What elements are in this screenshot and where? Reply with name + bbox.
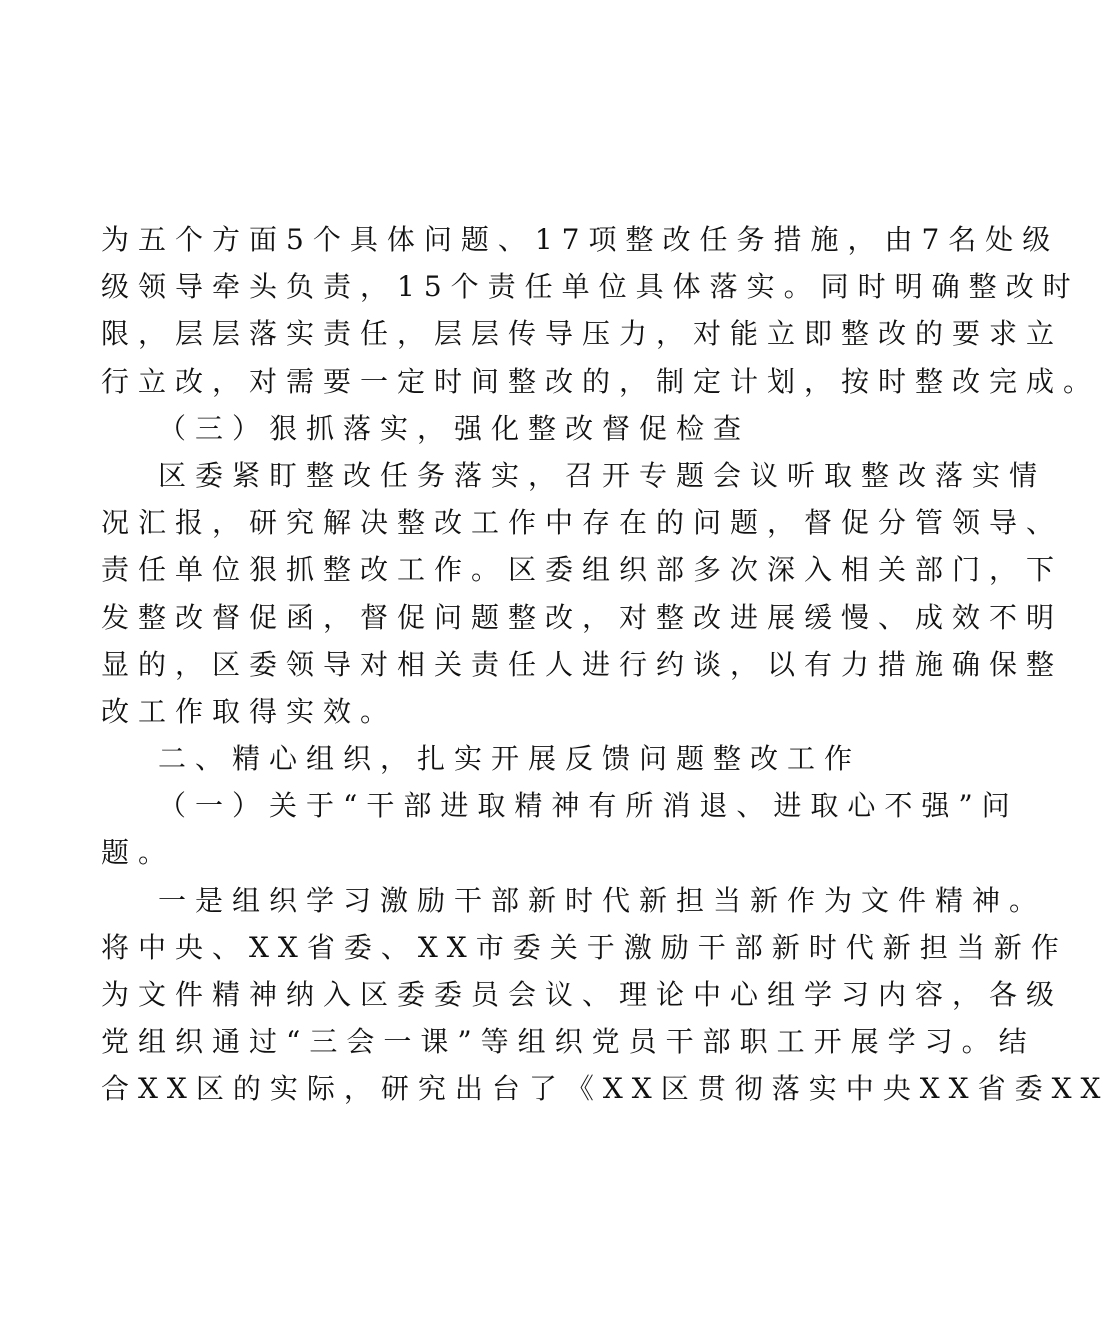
heading-line: 二、精心组织，扎实开展反馈问题整改工作	[158, 742, 862, 776]
paragraph-supervision	[101, 452, 1064, 735]
section-heading-3	[101, 405, 853, 452]
text-line: 合XX区的实际，研究出台了《XX区贯彻落实中央XX省委XX	[101, 1072, 1109, 1106]
text-line: 行立改，对需要一定时间整改的，制定计划，按时整改完成。	[101, 364, 1101, 398]
paragraph-task-breakdown	[101, 216, 1101, 405]
text-line: 显的，区委领导对相关责任人进行约谈，以有力措施确保整	[101, 647, 1064, 681]
document-page	[101, 216, 1109, 1113]
text-line: 改工作取得实效。	[101, 694, 398, 728]
text-line: 为五个方面5个具体问题、17项整改任务措施，由7名处级	[101, 223, 1060, 256]
section-heading-2	[101, 735, 862, 782]
heading-line: 题。	[101, 836, 176, 870]
heading-line: （三）狠抓落实，强化整改督促检查	[158, 411, 751, 445]
text-line: 级领导牵头负责，15个责任单位具体落实。同时明确整改时	[101, 270, 1080, 304]
paragraph-study-documents	[101, 877, 1109, 1113]
heading-line: （一）关于“干部进取精神有所消退、进取心不强”问	[158, 789, 1019, 823]
text-line: 党组织通过“三会一课”等组织党员干部职工开展学习。结	[101, 1025, 1036, 1059]
text-line: 将中央、XX省委、XX市委关于激励干部新时代新担当新作	[101, 930, 1068, 964]
text-line: 一是组织学习激励干部新时代新担当新作为文件精神。	[158, 883, 1047, 917]
section-heading-2-1	[101, 782, 1019, 876]
text-line: 况汇报，研究解决整改工作中存在的问题，督促分管领导、	[101, 506, 1064, 540]
text-line: 区委紧盯整改任务落实，召开专题会议听取整改落实情	[158, 458, 1047, 492]
text-line: 为文件精神纳入区委委员会议、理论中心组学习内容，各级	[101, 978, 1064, 1011]
text-line: 发整改督促函，督促问题整改，对整改进展缓慢、成效不明	[101, 600, 1064, 634]
text-line: 限，层层落实责任，层层传导压力，对能立即整改的要求立	[101, 317, 1064, 351]
text-line: 责任单位狠抓整改工作。区委组织部多次深入相关部门，下	[101, 553, 1064, 587]
